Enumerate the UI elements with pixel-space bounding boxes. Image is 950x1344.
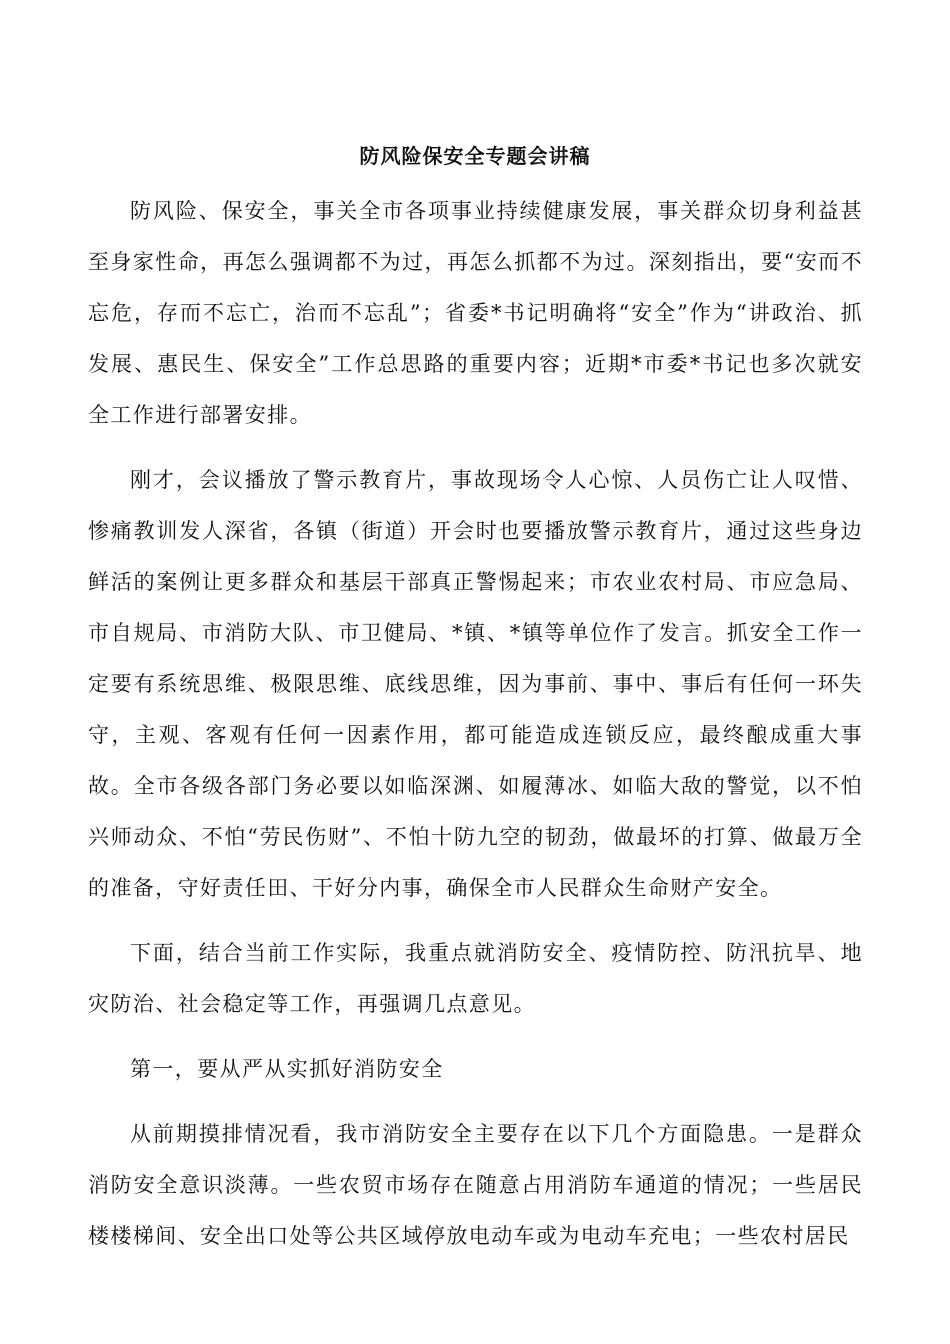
paragraph-intro: 防风险、保安全，事关全市各项事业持续健康发展，事关群众切身利益甚至身家性命，再怎么强调都不为过，再怎么抓都不为过。深刻指出，要“安而不忘危，存而不忘亡，治而不忘乱”；省委*书记明确将“安全”作为“讲政治、抓发展、惠民生、保安全”工作总思路的重要内容；近期*市委*书记也多次就安全工作进行部署安排。 bbox=[88, 199, 863, 427]
document-title: 防风险保安全专题会讲稿 bbox=[359, 144, 591, 168]
paragraph-transition: 下面，结合当前工作实际，我重点就消防安全、疫情防控、防汛抗旱、地灾防治、社会稳定等工作，再强调几点意见。 bbox=[88, 941, 863, 1016]
document-body bbox=[88, 186, 863, 1276]
paragraph-fire-safety-hazards: 从前期摸排情况看，我市消防安全主要存在以下几个方面隐患。一是群众消防安全意识淡薄。一些农贸市场存在随意占用消防车通道的情况；一些居民楼楼梯间、安全出口处等公共区域停放电动车或为电动车充电；一些农村居民 bbox=[88, 1122, 863, 1248]
section-heading-fire-safety: 第一，要从严从实抓好消防安全 bbox=[130, 1057, 444, 1081]
paragraph-meeting-review: 刚才，会议播放了警示教育片，事故现场令人心惊、人员伤亡让人叹惜、惨痛教训发人深省，各镇（街道）开会时也要播放警示教育片，通过这些身边鲜活的案例让更多群众和基层干部真正警惕起来；市农业农村局、市应急局、市自规局、市消防大队、市卫健局、*镇、*镇等单位作了发言。抓安全工作一定要有系统思维、极限思维、底线思维，因为事前、事中、事后有任何一环失守，主观、客观有任何一因素作用，都可能造成连锁反应，最终酿成重大事故。全市各级各部门务必要以如临深渊、如履薄冰、如临大敌的警觉，以不怕兴师动众、不怕“劳民伤财”、不怕十防九空的韧劲，做最坏的打算、做最万全的准备，守好责任田、干好分内事，确保全市人民群众生命财产安全。 bbox=[88, 468, 863, 900]
